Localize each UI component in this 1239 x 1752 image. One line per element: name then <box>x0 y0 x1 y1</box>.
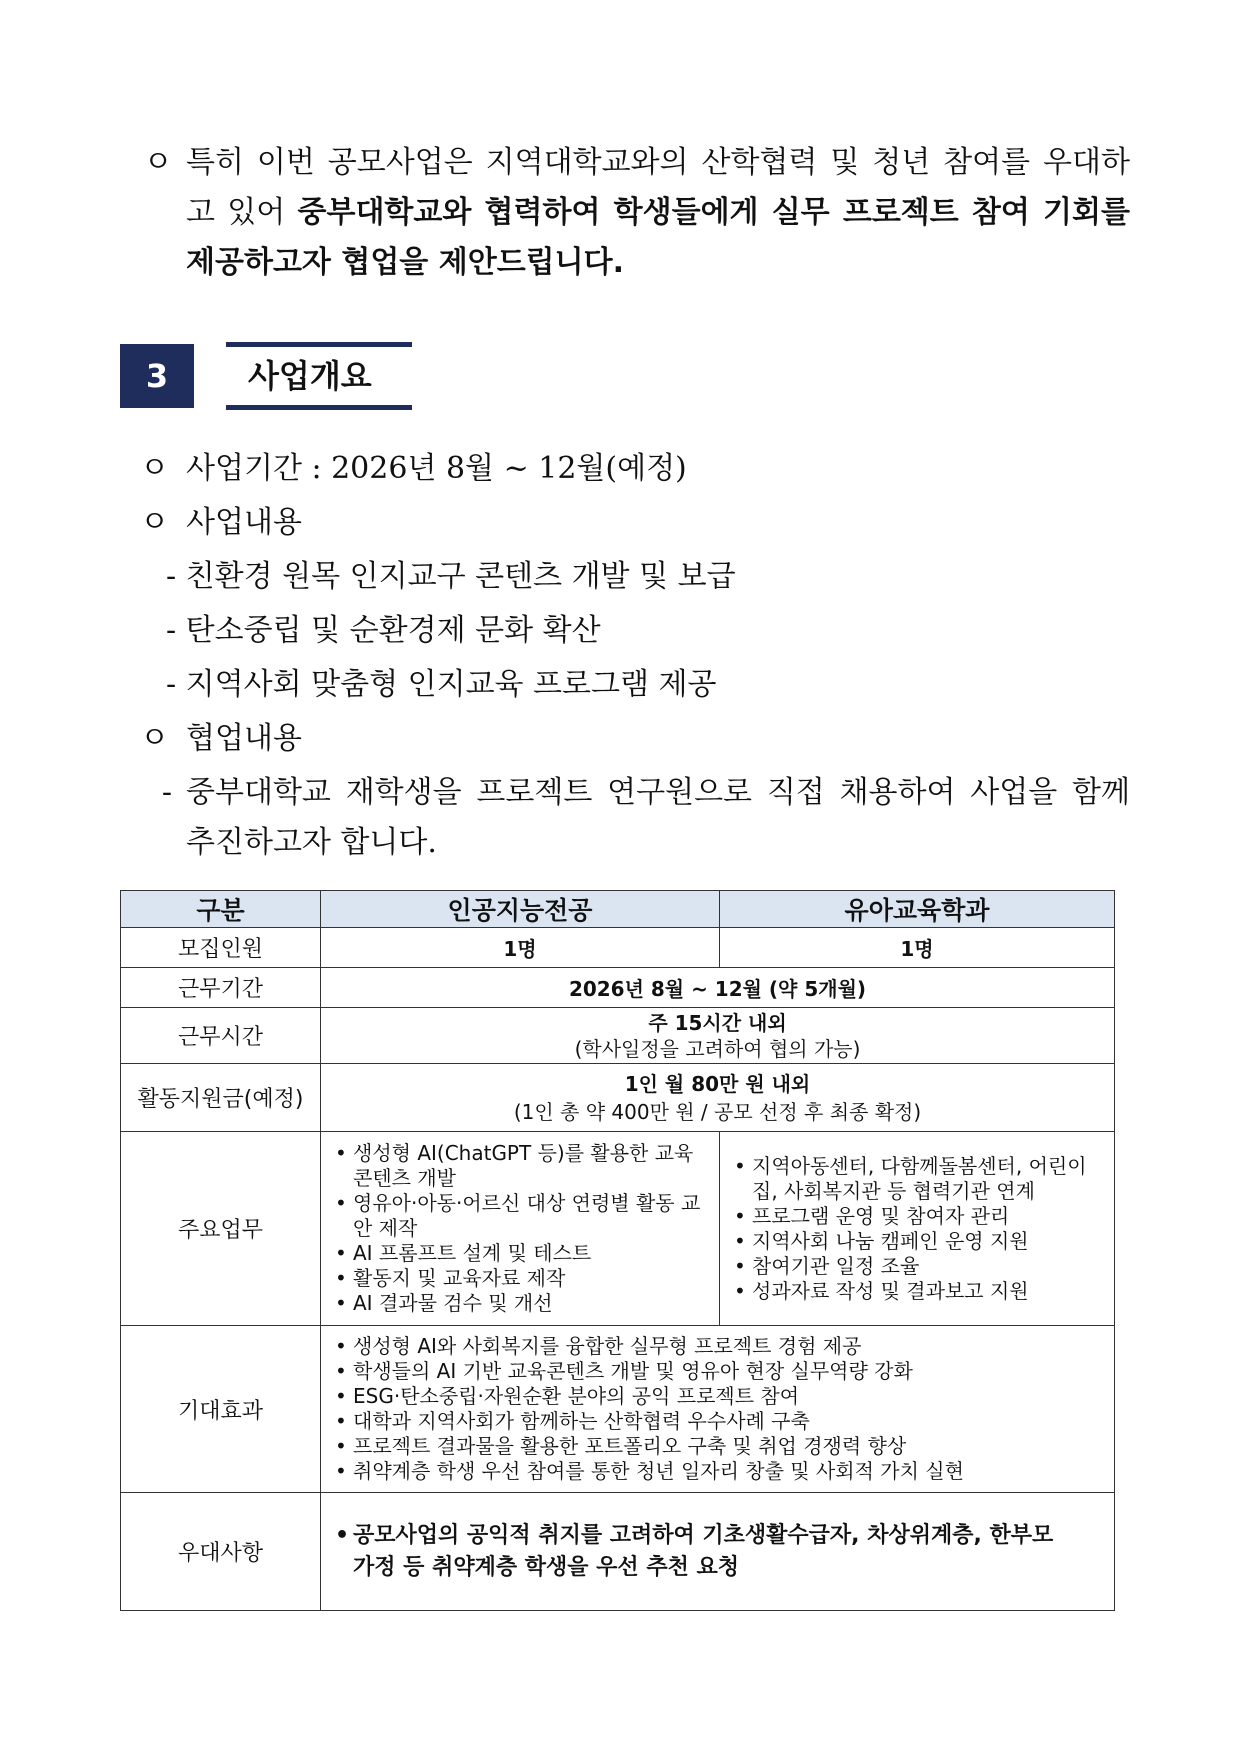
recruit-label: 모집인원 <box>121 928 321 968</box>
period-value: 2026년 8월 ~ 12월 (약 5개월) <box>321 968 1115 1008</box>
intro-text <box>186 138 1130 288</box>
duties-ai-list <box>321 1133 719 1324</box>
pay-note: (1인 총 약 400만 원 / 공모 선정 후 최종 확정) <box>513 1099 922 1124</box>
list-item: • ESG·탄소중립·자원순환 분야의 공익 프로젝트 참여 <box>335 1384 1104 1409</box>
pay-main: 1인 월 80만 원 내외 <box>624 1071 811 1096</box>
content-heading-text: 사업내용 <box>186 505 302 540</box>
list-item: • 성과자료 작성 및 결과보고 지원 <box>734 1279 1104 1304</box>
title-rule-top <box>226 342 412 347</box>
list-item: • 참여기관 일정 조율 <box>734 1254 1104 1279</box>
section-title: 사업개요 <box>248 357 372 395</box>
header-ai-major: 인공지능전공 <box>321 891 720 928</box>
content-item-3: - 지역사회 맞춤형 인지교육 프로그램 제공 <box>166 667 717 702</box>
bullet-circle: ㅇ <box>140 721 169 756</box>
header-edu-dept: 유아교육학과 <box>720 891 1115 928</box>
hours-note: (학사일정을 고려하여 협의 가능) <box>574 1036 861 1061</box>
recruit-ai: 1명 <box>321 928 720 968</box>
intro-text-plain: 특히 이번 공모사업은 지역대학교와의 산학협력 및 청년 참여를 우대하고 있어 <box>186 145 1130 230</box>
table-row-duties <box>121 1132 1115 1326</box>
list-item: • 활동지 및 교육자료 제작 <box>335 1266 709 1291</box>
recruit-edu: 1명 <box>720 928 1115 968</box>
intro-text-bold: 중부대학교와 협력하여 학생들에게 실무 프로젝트 참여 기회를 제공하고자 협업을 제안드립니다. <box>186 195 1131 280</box>
list-item: • 프로그램 운영 및 참여자 관리 <box>734 1204 1104 1229</box>
list-item: • 취약계층 학생 우선 참여를 통한 청년 일자리 창출 및 사회적 가치 실현 <box>335 1459 1104 1484</box>
list-item: • AI 결과물 검수 및 개선 <box>335 1291 709 1316</box>
table-header-row <box>121 891 1115 928</box>
pay-label: 활동지원금(예정) <box>121 1064 321 1132</box>
table-row-period <box>121 968 1115 1008</box>
dash: - <box>161 775 173 810</box>
hours-value <box>321 1008 1115 1064</box>
period-label: 근무기간 <box>121 968 321 1008</box>
table-row-preference <box>121 1493 1115 1611</box>
collab-text: 중부대학교 재학생을 프로젝트 연구원으로 직접 채용하여 사업을 함께 추진하고자 합니다. <box>186 775 1130 860</box>
content-item-2: - 탄소중립 및 순환경제 문화 확산 <box>166 613 601 648</box>
list-item: • 공모사업의 공익적 취지를 고려하여 기초생활수급자, 차상위계층, 한부모가정 등 취약계층 학생을 우선 추천 요청 <box>335 1520 1054 1584</box>
collab-paragraph <box>152 768 1130 868</box>
overview-collab-heading <box>140 714 302 764</box>
effects-value <box>321 1326 1115 1493</box>
recruit-table <box>120 890 1115 1611</box>
content-item-1: - 친환경 원목 인지교구 콘텐츠 개발 및 보급 <box>166 559 736 594</box>
title-rule-bottom <box>226 405 412 410</box>
duties-ai <box>321 1132 720 1326</box>
list-item: • 프로젝트 결과물을 활용한 포트폴리오 구축 및 취업 경쟁력 향상 <box>335 1434 1104 1459</box>
list-item: • 영유아·아동·어르신 대상 연령별 활동 교안 제작 <box>335 1191 709 1241</box>
preference-list <box>321 1512 1114 1592</box>
list-item: • 지역사회 나눔 캠페인 운영 지원 <box>734 1229 1104 1254</box>
table-row-recruit <box>121 928 1115 968</box>
list-item: • AI 프롬프트 설계 및 테스트 <box>335 1241 709 1266</box>
list-item: • 학생들의 AI 기반 교육콘텐츠 개발 및 영유아 현장 실무역량 강화 <box>335 1359 1104 1384</box>
preference-value <box>321 1493 1115 1611</box>
hours-label: 근무시간 <box>121 1008 321 1064</box>
table-row-pay <box>121 1064 1115 1132</box>
bullet-circle: ㅇ <box>140 451 169 486</box>
bullet-circle: ㅇ <box>140 505 169 540</box>
duties-label: 주요업무 <box>121 1132 321 1326</box>
duties-edu-list <box>720 1146 1114 1312</box>
section-number: 3 <box>120 344 194 408</box>
collab-heading-text: 협업내용 <box>186 721 302 756</box>
header-category: 구분 <box>121 891 321 928</box>
period-text: 사업기간 : 2026년 8월 ~ 12월(예정) <box>186 451 687 486</box>
list-item: • 생성형 AI와 사회복지를 융합한 실무형 프로젝트 경험 제공 <box>335 1334 1104 1359</box>
effects-list <box>321 1326 1114 1492</box>
list-item: • 대학과 지역사회가 함께하는 산학협력 우수사례 구축 <box>335 1409 1104 1434</box>
section-title-box <box>226 342 412 410</box>
bullet-circle: ㅇ <box>143 145 173 180</box>
duties-edu <box>720 1132 1115 1326</box>
hours-main: 주 15시간 내외 <box>648 1010 787 1035</box>
table-row-effects <box>121 1326 1115 1493</box>
preference-label: 우대사항 <box>121 1493 321 1611</box>
effects-label: 기대효과 <box>121 1326 321 1493</box>
list-item: • 지역아동센터, 다함께돌봄센터, 어린이집, 사회복지관 등 협력기관 연계 <box>734 1154 1104 1204</box>
list-item: • 생성형 AI(ChatGPT 등)를 활용한 교육콘텐츠 개발 <box>335 1141 709 1191</box>
overview-period <box>140 444 687 494</box>
overview-content-heading <box>140 498 302 548</box>
table-row-hours <box>121 1008 1115 1064</box>
intro-paragraph <box>140 138 1130 288</box>
pay-value <box>321 1064 1115 1132</box>
